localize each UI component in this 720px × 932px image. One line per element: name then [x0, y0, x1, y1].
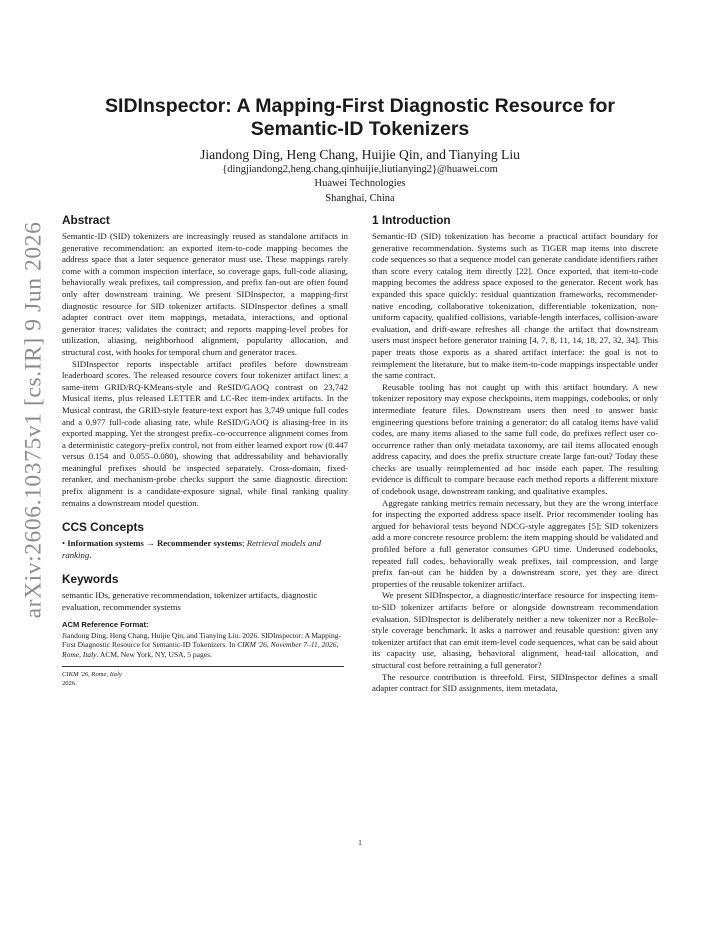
- right-column: [372, 212, 658, 695]
- affiliation-location: Shanghai, China: [325, 193, 395, 204]
- arxiv-identifier: [4, 180, 64, 660]
- author-list: Jiandong Ding, Heng Chang, Huijie Qin, and Tianying Liu: [200, 147, 520, 162]
- acm-reference-authors: Jiandong Ding, Heng Chang, Huijie Qin, and Tianying Liu. 2026. SIDInspector: A Mapping-First Diagnostic Resource for Semantic-ID Tokenizers. In: [62, 630, 341, 650]
- ccs-primary: Information systems → Recommender systems: [67, 538, 243, 549]
- ccs-heading: CCS Concepts: [62, 520, 144, 535]
- ccs-separator: ;: [242, 538, 247, 549]
- left-column: [62, 212, 348, 689]
- intro-paragraph-4: We present SIDInspector, a diagnostic/interface resource for inspecting item-to-SID tokenizer artifacts before or alongside downstream recommendation evaluation. SIDInspector is deliberately neither a new tokenizer nor a RecBole-style coverage benchmark. It asks a narrower and reusable question: given any tokenizer artifact that can emit item-level code sequences, what can be said about its capacity use, aliasing, behavioral alignment, head-tail allocation, and structural cost before retraining a full generator?: [372, 590, 658, 670]
- ccs-secondary: Retrieval models and ranking: [62, 538, 322, 560]
- intro-paragraph-5: The resource contribution is threefold. First, SIDInspector defines a small adapter contract for SID assignments, item metadata,: [372, 671, 658, 694]
- acm-reference-publisher: . ACM, New York, NY, USA, 5 pages.: [96, 650, 212, 660]
- abstract-paragraph-1: Semantic-ID (SID) tokenizers are increasingly reused as standalone artifacts in generative recommendation: an exported item-to-code mapping becomes the address space that a later sequence generator must use. These mappings rarely come with a common inspection interface, so coverage gaps, full-code aliasing, behaviorally weak prefixes, tail compression, and prefix fan-out are often found only after downstream training. We present SIDInspector, a mapping-first diagnostic resource for SID tokenizer artifacts. SIDInspector defines a small adapter contract over item mappings, metadata, interactions, and optional generator traces; validates the contract; and reports mapping-level probes for utilization, aliasing, neighborhood alignment, popularity allocation, and structural cost, with hooks for temporal churn and generator traces.: [62, 231, 348, 357]
- arxiv-stamp-text: arXiv:2606.10375v1 [cs.IR] 9 Jun 2026: [20, 221, 47, 619]
- keywords-heading: Keywords: [62, 572, 119, 587]
- paper-title: SIDInspector: A Mapping-First Diagnostic Resource for Semantic-ID Tokenizers: [105, 95, 615, 140]
- affiliation: Huawei Technologies: [314, 178, 406, 189]
- footnote-rule: [62, 666, 344, 667]
- intro-paragraph-2: Reusable tooling has not caught up with this artifact boundary. A new tokenizer repository may expose checkpoints, item mappings, codebooks, or only intermediate feature files. Downstream users then need to answer basic engineering questions before training a generator: do all catalog items have valid codes, are many items aliased to the same full code, do prefixes reflect user co-occurrence rather than only metadata taxonomy, are tail items allocated enough address capacity, and does the prefix structure create large fan-out? Today these checks are usually reimplemented ad hoc inside each paper. The resulting evidence is difficult to compare because each method reports a different mixture of codebook usage, downstream ranking, and qualitative examples.: [372, 381, 658, 497]
- ccs-bullet: •: [62, 538, 68, 549]
- keywords-text: semantic IDs, generative recommendation, tokenizer artifacts, diagnostic evaluation, recommender systems: [62, 590, 318, 613]
- acm-reference-venue: CIKM '26, November 7–11, 2026, Rome, Italy: [62, 640, 339, 660]
- footnote-venue: CIKM '26, Rome, Italy: [62, 671, 122, 679]
- ccs-end: .: [89, 549, 92, 560]
- intro-paragraph-1: Semantic-ID (SID) tokenization has become a practical artifact boundary for generative recommendation. Systems such as TIGER map items into discrete code sequences so that a sequence model can generate candidate identifiers rather than score every catalog item directly [22]. Once exported, that item-to-code mapping becomes the address space exposed to the generator. Recent work has expanded this space quickly: residual quantization frameworks, recommender-native encoding, collaborative tokenization, differentiable tokenization, non-uniform capacity, qualified collisions, variable-length interfaces, collision-aware evaluation, and drift-aware refreshes all change the artifact that downstream users must inspect before generator training [4, 7, 8, 11, 14, 18, 27, 32, 34]. This paper treats those exports as a shared artifact interface: the goal is not to reimplement the literature, but to make item-to-code mappings inspectable under the same contract.: [372, 231, 658, 381]
- introduction-heading: 1 Introduction: [372, 213, 451, 227]
- acm-reference-text: [62, 631, 348, 660]
- abstract-heading: Abstract: [62, 213, 110, 227]
- footnote-year: 2026.: [62, 679, 77, 687]
- page-number: 1: [358, 838, 362, 847]
- intro-paragraph-3: Aggregate ranking metrics remain necessary, but they are the wrong interface for inspecting the exported address space itself. Prior recommender tooling has argued for behavioral tests beyond NDCG-style aggregates [5]; SID tokenizers add a more concrete resource problem: the item mapping should be validated and profiled before a full generator consumes GPU time. Underused codebooks, repeated full codes, behaviorally weak prefixes, tail compression, and large prefix fan-out can be hidden by a downstream score, yet they are direct properties of the reusable tokenizer artifact.: [372, 497, 658, 589]
- ccs-concepts: [62, 538, 348, 561]
- author-emails: {dingjiandong2,heng.chang,qinhuijie,liutianying2}@huawei.com: [222, 164, 498, 175]
- acm-reference-heading: ACM Reference Format:: [62, 619, 149, 629]
- abstract-paragraph-2: SIDInspector reports inspectable artifact profiles before downstream leaderboard scores. The released resource covers four tokenizer artifact lines: a same-item GRID/RQ-KMeans-style and ReSID/GAOQ contrast on 23,742 Musical items, plus released LETTER and LC-Rec item-index artifacts. In the Musical contrast, the GRID-style feature-text export has 3,749 unique full codes and a 0.977 full-code aliasing rate, while ReSID/GAOQ is aliasing-free in its exported mapping. Yet the strongest prefix–co-occurrence alignment comes from a deterministic category-prefix control, not from either learned export row (0.447 versus 0.154 and 0.055–0.080), showing that addressability and behaviorally meaningful prefixes should be inspected separately. Cross-domain, fixed-reranker, and mechanism-probe checks support the same diagnostic direction: prefix alignment is a candidate-exposure signal, while final ranking quality remains a downstream model question.: [62, 358, 348, 508]
